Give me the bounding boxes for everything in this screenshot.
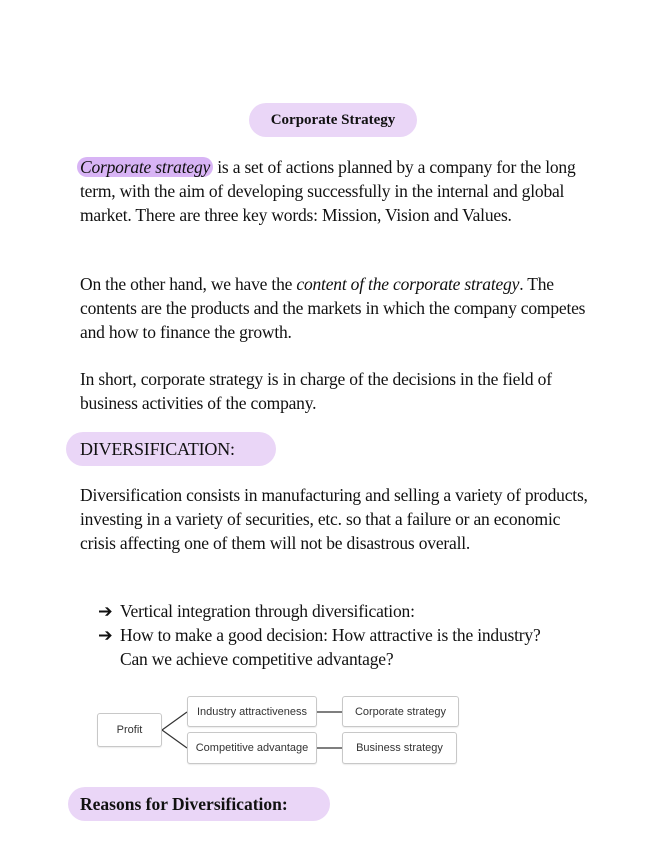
section-heading-text: Reasons for Diversification:	[80, 793, 288, 814]
diagram-node-industry-attractiveness	[187, 696, 317, 727]
summary-paragraph: In short, corporate strategy is in charge of the decisions in the field of business activities of the company.	[80, 369, 552, 413]
content-text-start: On the other hand, we have the	[80, 274, 297, 294]
diagram-node-profit	[97, 713, 162, 747]
node-label: Business strategy	[356, 742, 443, 754]
section-heading-text: DIVERSIFICATION:	[80, 438, 235, 459]
list-item-text: How to make a good decision: How attractive is the industry? Can we achieve competitive advantage?	[120, 625, 541, 669]
diagram-node-business-strategy	[342, 732, 457, 764]
arrow-right-icon: ➔	[98, 601, 113, 621]
diversification-paragraph: Diversification consists in manufacturing and selling a variety of products, investing in a variety of securities, etc. so that a failure or an economic crisis affecting one of them will not be disastrous overall.	[80, 485, 588, 553]
node-label: Competitive advantage	[195, 742, 309, 754]
diagram-node-competitive-advantage	[187, 732, 317, 764]
section-heading-reasons	[68, 787, 330, 821]
list-item-text: Vertical integration through diversification:	[120, 601, 415, 621]
page-title-text: Corporate Strategy	[270, 111, 396, 128]
node-label: Profit	[116, 724, 143, 736]
node-label: Corporate strategy	[354, 705, 447, 718]
content-text-end: . The contents are the products and the markets in which the company competes and how to finance the growth.	[80, 274, 586, 342]
diagram-node-corporate-strategy	[342, 696, 459, 727]
arrow-right-icon: ➔	[98, 625, 113, 645]
node-label: Industry attractiveness	[196, 705, 308, 718]
highlighted-term: Corporate strategy	[77, 157, 213, 177]
content-italic-term: content of the corporate strategy	[296, 274, 520, 294]
intro-text: is a set of actions planned by a company for the long term, with the aim of developing successfully in the internal and global market. There are three key words: Mission, Vision and Values.	[80, 157, 576, 225]
